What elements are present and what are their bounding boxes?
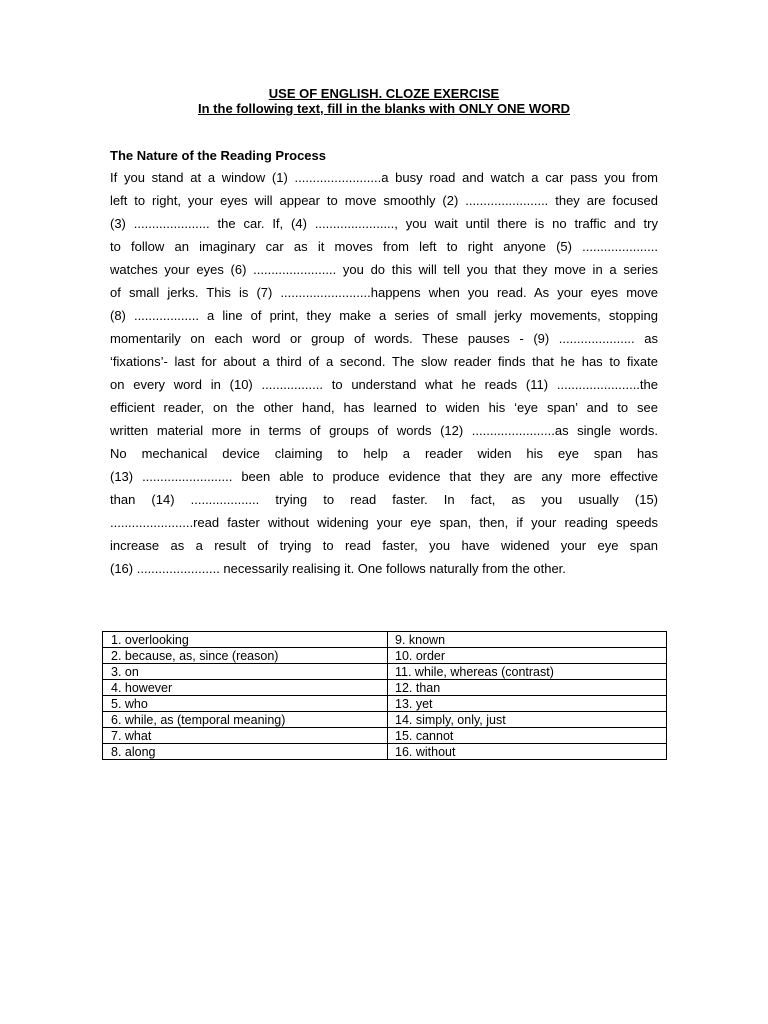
page-title: USE OF ENGLISH. CLOZE EXERCISE bbox=[268, 86, 500, 101]
table-cell: 4. however bbox=[103, 680, 388, 696]
passage-line: increase as a result of trying to read faster, you have widened your eye span bbox=[110, 538, 658, 553]
passage-line: (16) ....................... necessarily realising it. One follows naturally from the other. bbox=[110, 561, 566, 576]
passage-line: momentarily on each word or group of words. These pauses - (9) ..................... as bbox=[110, 331, 658, 346]
passage-line: watches your eyes (6) ....................... you do this will tell you that they move in a series bbox=[110, 262, 658, 277]
passage-line: ‘fixations’- last for about a third of a second. The slow reader finds that he has to fixate bbox=[110, 354, 658, 369]
table-row bbox=[103, 664, 667, 680]
table-cell: 13. yet bbox=[388, 696, 667, 712]
table-row bbox=[103, 632, 667, 648]
table-cell: 6. while, as (temporal meaning) bbox=[103, 712, 388, 728]
passage-line: (8) .................. a line of print, they make a series of small jerky movements, stopping bbox=[110, 308, 658, 323]
table-cell: 12. than bbox=[388, 680, 667, 696]
instruction-line: In the following text, fill in the blanks with ONLY ONE WORD bbox=[198, 101, 570, 116]
passage-line: If you stand at a window (1) ........................a busy road and watch a car pass you from bbox=[110, 170, 658, 185]
table-cell: 7. what bbox=[103, 728, 388, 744]
passage-line: (3) ..................... the car. If, (4) ......................, you wait until there is no traffic and try bbox=[110, 216, 658, 231]
table-cell: 1. overlooking bbox=[103, 632, 388, 648]
table-row bbox=[103, 696, 667, 712]
table-row bbox=[103, 648, 667, 664]
passage-line: written material more in terms of groups of words (12) .......................as single words. bbox=[110, 423, 658, 438]
table-cell: 11. while, whereas (contrast) bbox=[388, 664, 667, 680]
passage-heading: The Nature of the Reading Process bbox=[110, 148, 326, 163]
table-cell: 8. along bbox=[103, 744, 388, 760]
passage-line: efficient reader, on the other hand, has learned to widen his ‘eye span’ and to see bbox=[110, 400, 658, 415]
passage-line: of small jerks. This is (7) .........................happens when you read. As your eyes move bbox=[110, 285, 658, 300]
table-row bbox=[103, 744, 667, 760]
passage-line: (13) ......................... been able to produce evidence that they are any more effective bbox=[110, 469, 658, 484]
passage-line: left to right, your eyes will appear to move smoothly (2) ....................... they are focused bbox=[110, 193, 658, 208]
table-cell: 2. because, as, since (reason) bbox=[103, 648, 388, 664]
passage-line: on every word in (10) ................. to understand what he reads (11) .......................the bbox=[110, 377, 658, 392]
passage-text bbox=[110, 170, 658, 584]
passage-line: No mechanical device claiming to help a reader widen his eye span has bbox=[110, 446, 658, 461]
table-cell: 15. cannot bbox=[388, 728, 667, 744]
table-cell: 10. order bbox=[388, 648, 667, 664]
table-cell: 16. without bbox=[388, 744, 667, 760]
passage-line: .......................read faster without widening your eye span, then, if your reading speeds bbox=[110, 515, 658, 530]
answer-key-table bbox=[102, 631, 667, 760]
table-row bbox=[103, 680, 667, 696]
table-cell: 5. who bbox=[103, 696, 388, 712]
table-cell: 14. simply, only, just bbox=[388, 712, 667, 728]
table-row bbox=[103, 728, 667, 744]
table-row bbox=[103, 712, 667, 728]
table-cell: 9. known bbox=[388, 632, 667, 648]
passage-line: than (14) ................... trying to read faster. In fact, as you usually (15) bbox=[110, 492, 658, 507]
passage-line: to follow an imaginary car as it moves from left to right anyone (5) ..................... bbox=[110, 239, 658, 254]
table-cell: 3. on bbox=[103, 664, 388, 680]
